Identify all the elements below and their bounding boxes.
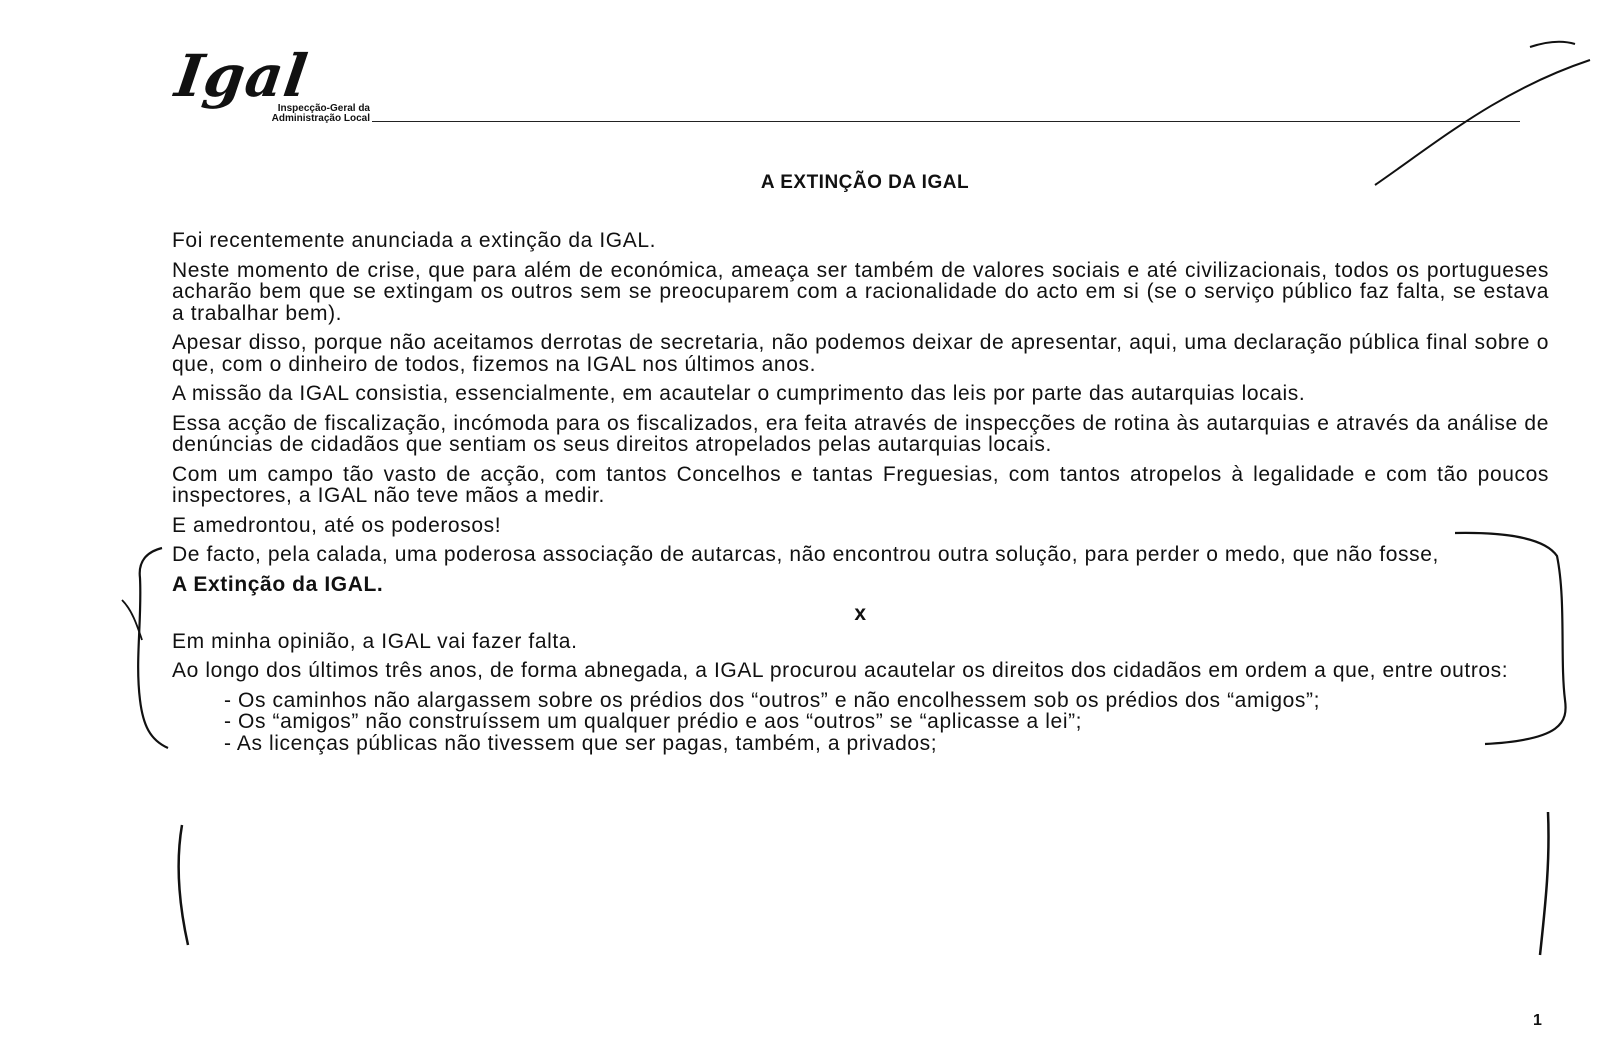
section-separator: x	[854, 602, 867, 625]
logo-subtitle	[220, 104, 370, 124]
document-body	[172, 230, 1549, 754]
header-rule	[372, 121, 1520, 122]
logo-subtitle-line1: Inspecção-Geral da	[277, 103, 370, 114]
list-item: - Os “amigos” não construíssem um qualquer prédio e aos “outros” se “aplicasse a lei”;	[224, 710, 1083, 733]
paragraph-4: A missão da IGAL consistia, essencialmente, em acautelar o cumprimento das leis por parte das autarquias locais.	[172, 382, 1306, 405]
bracket-left-main	[138, 548, 168, 748]
opinion-paragraph: Em minha opinião, a IGAL vai fazer falta.	[172, 629, 578, 653]
paragraph-7: E amedrontou, até os poderosos!	[172, 513, 502, 537]
paragraph-8: De facto, pela calada, uma poderosa associação de autarcas, não encontrou outra solução, para perder o medo, que não fosse,	[172, 543, 1439, 566]
paragraph-6: Com um campo tão vasto de acção, com tantos Concelhos e tantas Freguesias, com tantos atropelos à legalidade e com tão poucos inspectores, a IGAL não teve mãos a medir.	[172, 462, 1549, 507]
paragraph-5: Essa acção de fiscalização, incómoda para os fiscalizados, era feita através de inspecções de rotina às autarquias e através da análise de denúncias de cidadãos que sentiam os seus direitos atropelados pelas autarquias locais.	[172, 411, 1549, 456]
paragraph-3: Apesar disso, porque não aceitamos derrotas de secretaria, não podemos deixar de apresentar, aqui, uma declaração pública final sobre o que, com o dinheiro de todos, fizemos na IGAL nos últimos anos.	[172, 331, 1549, 376]
igal-logo	[171, 42, 382, 130]
paragraph-2: Neste momento de crise, que para além de económica, ameaça ser também de valores sociais e até civilizacionais, todos os portugueses acharão bem que se extingam os outros sem se preocuparem com a racionalidade do acto em si (se o serviço público faz falta, se estava a trabalhar bem).	[172, 258, 1549, 325]
list-item: - Os caminhos não alargassem sobre os prédios dos “outros” e não encolhessem sob os prédios dos “amigos”;	[224, 688, 1321, 712]
intro-paragraph: Ao longo dos últimos três anos, de forma abnegada, a IGAL procurou acautelar os direitos dos cidadãos em ordem a que, entre outros:	[172, 659, 1509, 682]
list-item: - As licenças públicas não tivessem que ser pagas, também, a privados;	[224, 731, 938, 755]
bracket-left-tail	[122, 600, 142, 640]
logo-subtitle-line2: Administração Local	[271, 113, 370, 124]
pen-stroke-top-right	[1375, 60, 1590, 185]
paragraph-1: Foi recentemente anunciada a extinção da IGAL.	[172, 229, 657, 252]
bold-statement: A Extinção da IGAL.	[172, 572, 384, 596]
logo-mark: Igal	[171, 42, 313, 110]
pen-stroke-top-right-hook	[1530, 42, 1575, 47]
page-number: 1	[1533, 1012, 1542, 1029]
rights-list	[224, 690, 1549, 755]
document-title: A EXTINÇÃO DA IGAL	[760, 172, 970, 193]
bracket-left-list	[179, 825, 188, 945]
bracket-right-list	[1540, 812, 1549, 955]
